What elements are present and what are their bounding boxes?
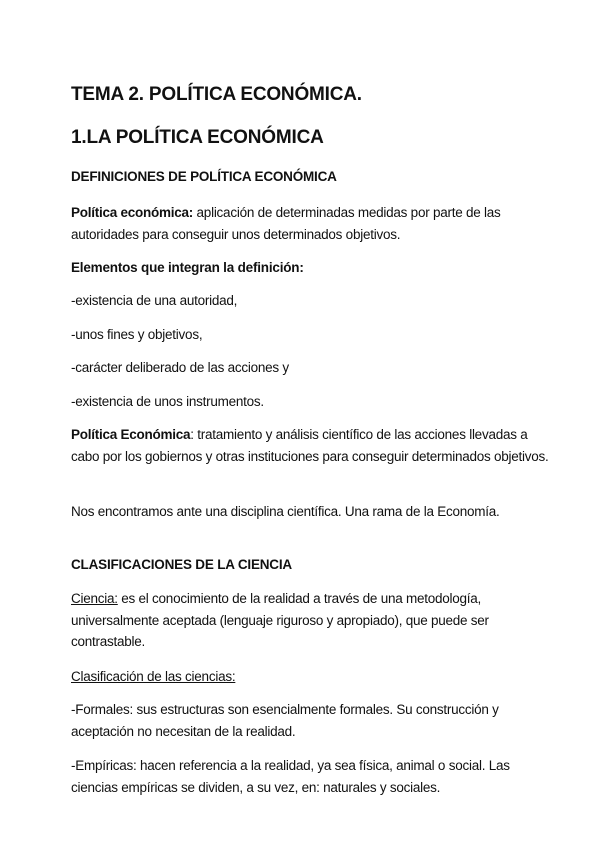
- element-item-1: -existencia de una autoridad,: [71, 293, 238, 308]
- element-item-3: -carácter deliberado de las acciones y: [71, 360, 289, 375]
- formal-sciences-paragraph: -Formales: sus estructuras son esencialmente formales. Su construcción y aceptación no necesitan de la realidad.: [71, 702, 499, 739]
- definition-text-2: : tratamiento y análisis científico de las acciones llevadas a cabo por los gobiernos y otras instituciones para conseguir determinados objetivos.: [71, 427, 549, 464]
- elements-heading: Elementos que integran la definición:: [71, 260, 304, 275]
- definition-text-1: aplicación de determinadas medidas por parte de las autoridades para conseguir unos determinados objetivos.: [71, 205, 501, 242]
- science-term: Ciencia:: [71, 591, 118, 606]
- empirical-sciences-paragraph: -Empíricas: hacen referencia a la realidad, ya sea física, animal o social. Las ciencias empíricas se dividen, a su vez, en: naturales y sociales.: [71, 758, 510, 795]
- definition-paragraph-2: [71, 424, 551, 467]
- classification-label: [71, 666, 551, 688]
- definitions-heading: DEFINICIONES DE POLÍTICA ECONÓMICA: [71, 169, 337, 184]
- element-item-2: -unos fines y objetivos,: [71, 327, 203, 342]
- section-heading: 1.LA POLÍTICA ECONÓMICA: [71, 127, 324, 148]
- discipline-paragraph: Nos encontramos ante una disciplina científica. Una rama de la Economía.: [71, 504, 500, 519]
- definition-term-1: Política económica:: [71, 205, 194, 220]
- classification-label-text: Clasificación de las ciencias:: [71, 669, 236, 684]
- science-text: es el conocimiento de la realidad a través de una metodología, universalmente aceptada (lenguaje riguroso y apropiado), que puede ser contrastable.: [71, 591, 489, 649]
- definition-paragraph-1: [71, 202, 551, 245]
- definition-term-2: Política Económica: [71, 427, 191, 442]
- document-title: TEMA 2. POLÍTICA ECONÓMICA.: [71, 84, 362, 105]
- science-paragraph: [71, 588, 551, 653]
- element-item-4: -existencia de unos instrumentos.: [71, 394, 264, 409]
- classifications-heading: CLASIFICACIONES DE LA CIENCIA: [71, 557, 292, 572]
